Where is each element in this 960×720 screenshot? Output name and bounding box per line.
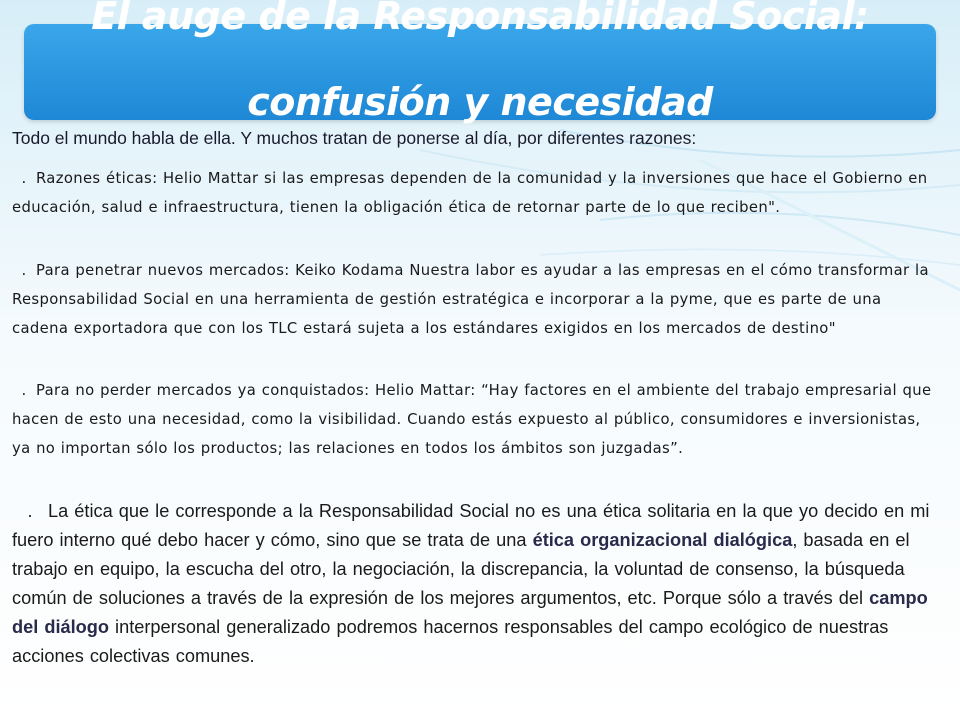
reason-text: Para penetrar nuevos mercados: Keiko Kodama Nuestra labor es ayudar a las empresas en el cómo transformar la Responsabilidad Social en una herramienta de gestión estratégica e incorporar a la pyme, que es parte de una cadena exportadora que con los TLC estará sujeta a los estándares exigidos en los mercados de destino" xyxy=(12,262,929,337)
reason-item-keep-markets xyxy=(12,376,942,463)
reason-text: Para no perder mercados ya conquistados: Helio Mattar: “Hay factores en el ambiente del trabajo empresarial que hacen de esto una necesidad, como la visibilidad. Cuando estás expuesto al público, consumidores e inversionistas, ya no importan sólo los productos; las relaciones en todos los ámbitos son juzgadas”. xyxy=(12,382,932,457)
bullet-dot: . xyxy=(21,262,27,279)
bullet-dot: . xyxy=(27,501,33,521)
intro-text: Todo el mundo habla de ella. Y muchos tratan de ponerse al día, por diferentes razones: xyxy=(12,128,697,148)
slide-title-line-2: confusión y necesidad xyxy=(247,80,713,124)
closing-text-part-2: , basada en el trabajo en equipo, la escucha del otro, la negociación, la discrepancia, la voluntad de consenso, la búsqueda común de soluciones a través de la expresión de los mejores argumentos, etc. Porque sólo a través del xyxy=(12,530,910,608)
closing-paragraph xyxy=(12,497,942,671)
closing-text-part-1: La ética que le corresponde a la Responsabilidad Social no es una ética solitaria en la que yo decido en mi fuero interno qué debo hacer y cómo, sino que se trata de una xyxy=(12,501,930,550)
slide-title-line-1: El auge de la Responsabilidad Social: xyxy=(91,0,869,38)
highlight-dialogic-ethics: ética organizacional dialógica xyxy=(532,530,793,550)
bullet-dot: . xyxy=(21,170,27,187)
reason-item-ethics xyxy=(12,164,942,222)
closing-text-part-3: interpersonal generalizado podremos hacernos responsables del campo ecológico de nuestras acciones colectivas comunes. xyxy=(12,617,889,666)
highlight-dialogue-field: campo del diálogo xyxy=(12,588,928,637)
reason-text: Razones éticas: Helio Mattar si las empresas dependen de la comunidad y la inversiones que hace el Gobierno en educación, salud e infraestructura, tienen la obligación ética de retornar parte de lo que reciben". xyxy=(12,170,928,216)
reason-item-new-markets xyxy=(12,256,942,343)
bullet-dot: . xyxy=(21,382,27,399)
